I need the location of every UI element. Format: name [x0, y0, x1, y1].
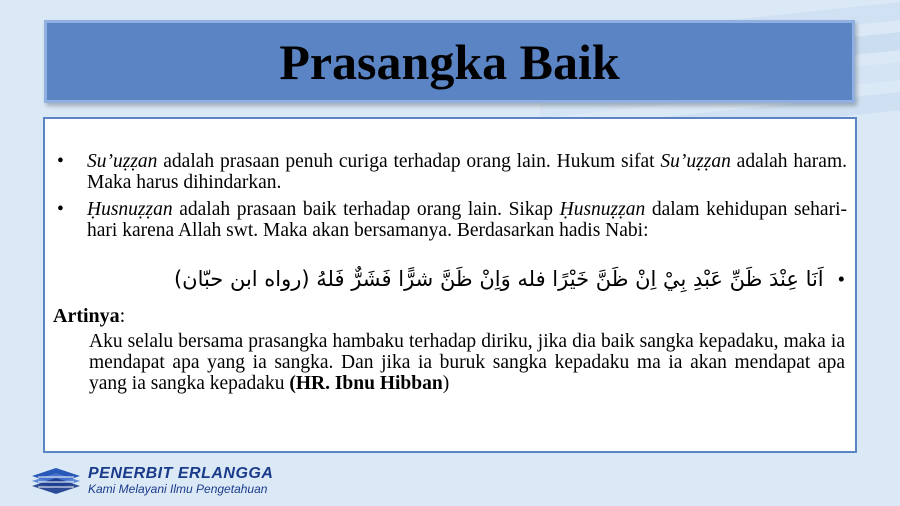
- bullet-husnuzzan: [57, 199, 847, 241]
- erlangga-logo-icon: [30, 464, 82, 496]
- term: Ḥusnuẓẓan: [559, 199, 646, 220]
- term: Su’uẓẓan: [660, 151, 731, 172]
- hadith-source: (HR. Ibnu Hibban: [289, 373, 443, 394]
- term: Su’uẓẓan: [87, 151, 158, 172]
- hadith-arabic: [65, 267, 845, 292]
- content-panel: [43, 117, 857, 453]
- bullet-text: Ḥusnuẓẓan adalah prasaan baik terhadap orang lain. Sikap Ḥusnuẓẓan dalam kehidupan sehari-hari karena Allah swt. Maka akan bersamanya. Berdasarkan hadis Nabi:: [87, 199, 847, 241]
- artinya-heading: Artinya:: [53, 305, 126, 327]
- publisher-tagline: Kami Melayani Ilmu Pengetahuan: [88, 481, 268, 496]
- publisher-text: [88, 465, 273, 496]
- bullet-marker: •: [57, 199, 64, 220]
- bullet-marker: •: [837, 267, 845, 291]
- publisher-footer: [30, 462, 273, 498]
- publisher-name: PENERBIT ERLANGGA: [88, 464, 274, 482]
- term: Ḥusnuẓẓan: [87, 199, 173, 220]
- title-banner: [44, 20, 855, 103]
- hadith-text: اَنَا عِنْدَ ظَنِّ عَبْدِ بِيْ اِنْ ظَنَّ خَيْرًا فله وَاِنْ ظَنَّ شرًّا فَشَرٌّ فَلهُ (رواه ابن حبّان): [173, 267, 824, 291]
- bullet-text: Su’uẓẓan adalah prasaan penuh curiga terhadap orang lain. Hukum sifat Su’uẓẓan adalah haram. Maka harus dihindarkan.: [87, 151, 847, 193]
- translation-text: Aku selalu bersama prasangka hambaku terhadap diriku, jika dia baik sangka kepadaku, maka ia mendapat apa yang ia sangka. Dan jika ia buruk sangka kepadaku ma ia akan mendapat apa yang ia sangka kepadaku (HR. Ibnu Hibban): [89, 331, 845, 394]
- slide-title: Prasangka Baik: [279, 33, 620, 90]
- bullet-suuzzan: [57, 151, 847, 193]
- bullet-marker: •: [57, 151, 64, 172]
